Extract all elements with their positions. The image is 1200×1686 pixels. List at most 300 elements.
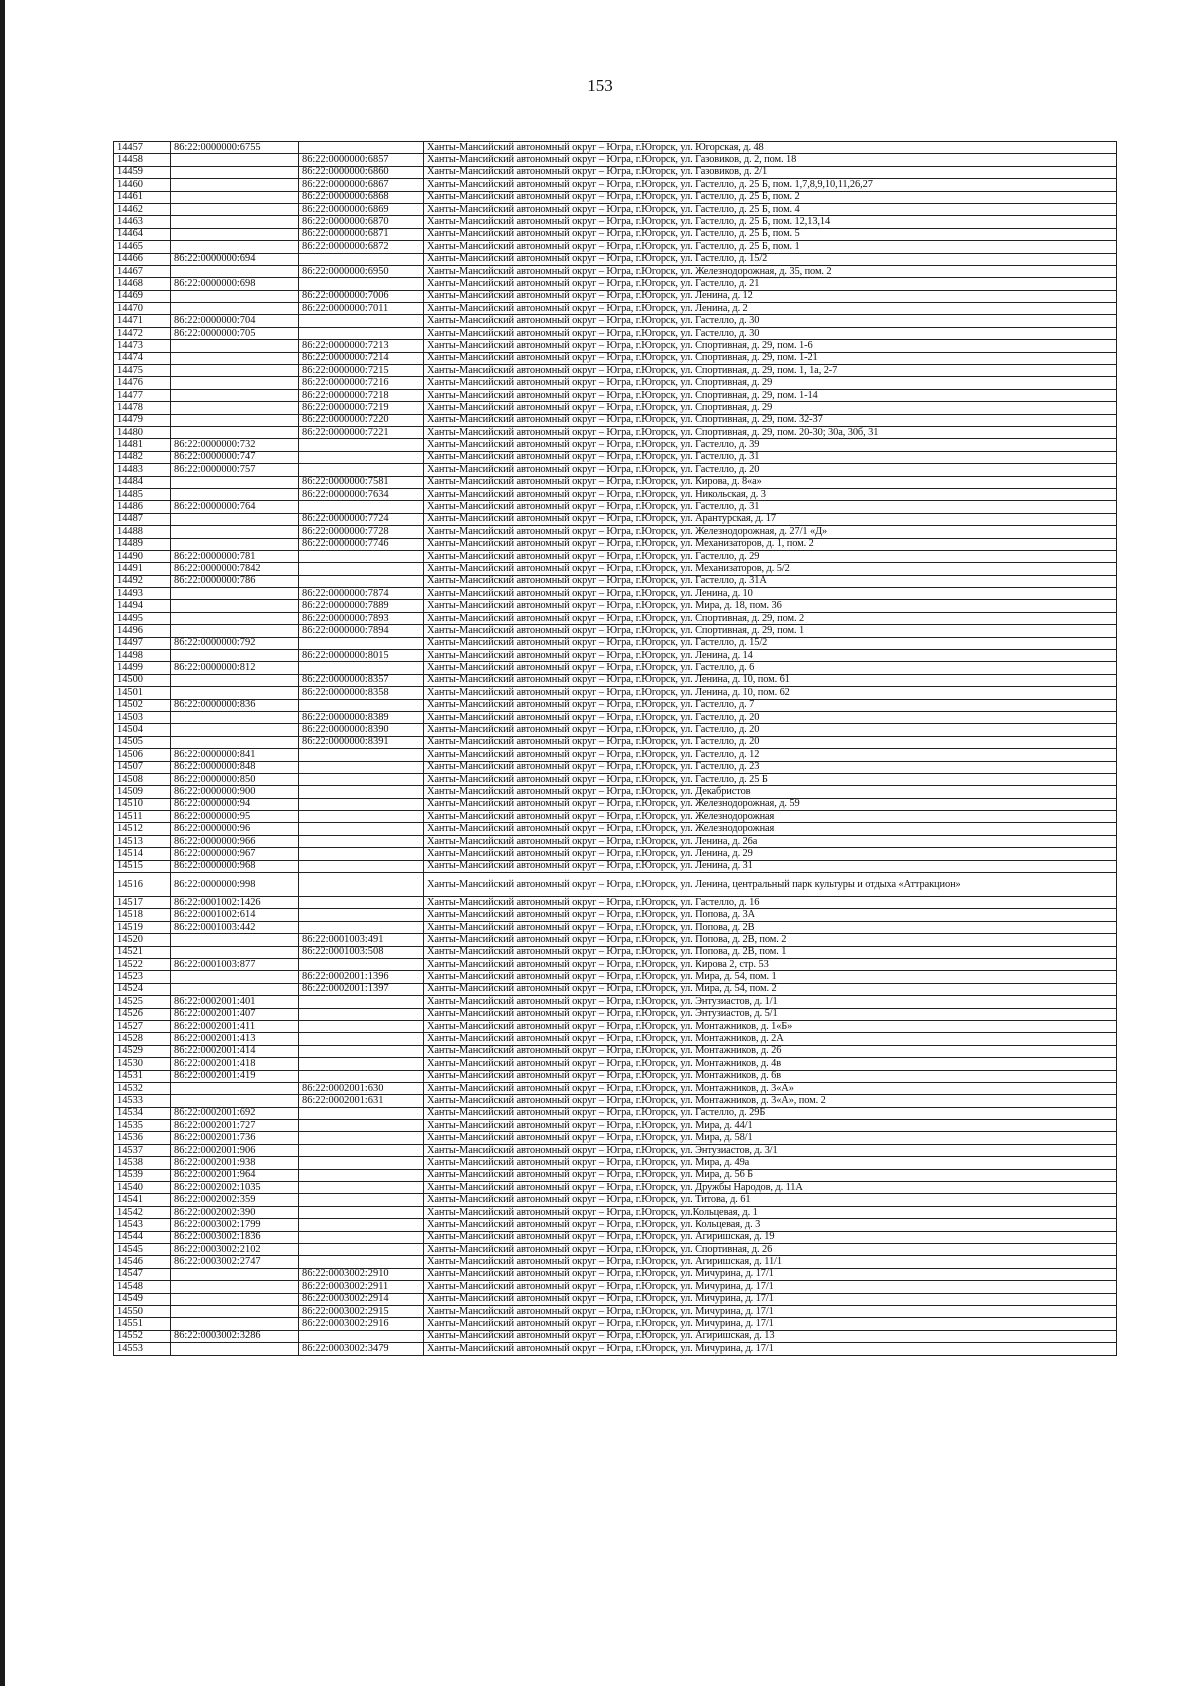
cadastral-number-object-cell xyxy=(171,538,299,550)
cadastral-number-premises-cell: 86:22:0000000:6870 xyxy=(299,216,424,228)
table-row xyxy=(114,488,1117,500)
table-row xyxy=(114,1082,1117,1094)
row-number-cell: 14538 xyxy=(114,1157,171,1169)
row-number-cell: 14519 xyxy=(114,921,171,933)
row-number-cell: 14480 xyxy=(114,426,171,438)
row-number-cell: 14520 xyxy=(114,934,171,946)
address-cell: Ханты-Мансийский автономный округ – Югра, г.Югорск, ул.Кольцевая, д. 1 xyxy=(424,1206,1117,1218)
table-row xyxy=(114,327,1117,339)
row-number-cell: 14521 xyxy=(114,946,171,958)
cadastral-number-premises-cell xyxy=(299,1020,424,1032)
address-cell: Ханты-Мансийский автономный округ – Югра, г.Югорск, ул. Арантурская, д. 17 xyxy=(424,513,1117,525)
row-number-cell: 14474 xyxy=(114,352,171,364)
row-number-cell: 14482 xyxy=(114,451,171,463)
table-row xyxy=(114,1144,1117,1156)
address-cell: Ханты-Мансийский автономный округ – Югра, г.Югорск, ул. Монтажников, д. 3«А», пом. 2 xyxy=(424,1095,1117,1107)
row-number-cell: 14500 xyxy=(114,674,171,686)
cadastral-number-object-cell: 86:22:0000000:792 xyxy=(171,637,299,649)
address-cell: Ханты-Мансийский автономный округ – Югра, г.Югорск, ул. Спортивная, д. 29 xyxy=(424,377,1117,389)
table-body xyxy=(114,142,1117,1356)
cadastral-number-premises-cell: 86:22:0000000:7889 xyxy=(299,600,424,612)
address-cell: Ханты-Мансийский автономный округ – Югра, г.Югорск, ул. Газовиков, д. 2/1 xyxy=(424,166,1117,178)
address-cell: Ханты-Мансийский автономный округ – Югра, г.Югорск, ул. Монтажников, д. 3«А» xyxy=(424,1082,1117,1094)
cadastral-number-object-cell: 86:22:0000000:966 xyxy=(171,835,299,847)
cadastral-number-object-cell xyxy=(171,934,299,946)
row-number-cell: 14510 xyxy=(114,798,171,810)
cadastral-number-premises-cell xyxy=(299,773,424,785)
cadastral-number-object-cell xyxy=(171,971,299,983)
row-number-cell: 14542 xyxy=(114,1206,171,1218)
table-row xyxy=(114,154,1117,166)
address-cell: Ханты-Мансийский автономный округ – Югра, г.Югорск, ул. Монтажников, д. 1«Б» xyxy=(424,1020,1117,1032)
row-number-cell: 14530 xyxy=(114,1058,171,1070)
cadastral-number-object-cell: 86:22:0000000:704 xyxy=(171,315,299,327)
table-row xyxy=(114,761,1117,773)
table-row xyxy=(114,253,1117,265)
row-number-cell: 14462 xyxy=(114,203,171,215)
table-row xyxy=(114,1169,1117,1181)
cadastral-number-object-cell: 86:22:0002001:906 xyxy=(171,1144,299,1156)
row-number-cell: 14548 xyxy=(114,1281,171,1293)
row-number-cell: 14503 xyxy=(114,711,171,723)
cadastral-number-premises-cell: 86:22:0000000:8357 xyxy=(299,674,424,686)
address-cell: Ханты-Мансийский автономный округ – Югра, г.Югорск, ул. Монтажников, д. 2А xyxy=(424,1033,1117,1045)
table-row xyxy=(114,823,1117,835)
row-number-cell: 14551 xyxy=(114,1318,171,1330)
row-number-cell: 14536 xyxy=(114,1132,171,1144)
row-number-cell: 14502 xyxy=(114,699,171,711)
cadastral-number-object-cell: 86:22:0000000:998 xyxy=(171,873,299,897)
table-row xyxy=(114,1243,1117,1255)
cadastral-number-object-cell: 86:22:0003002:3286 xyxy=(171,1330,299,1342)
cadastral-number-premises-cell xyxy=(299,699,424,711)
cadastral-number-premises-cell xyxy=(299,327,424,339)
cadastral-number-premises-cell xyxy=(299,253,424,265)
address-cell: Ханты-Мансийский автономный округ – Югра, г.Югорск, ул. Мира, д. 54, пом. 1 xyxy=(424,971,1117,983)
address-cell: Ханты-Мансийский автономный округ – Югра, г.Югорск, ул. Железнодорожная, д. 35, пом. 2 xyxy=(424,265,1117,277)
row-number-cell: 14464 xyxy=(114,228,171,240)
table-row xyxy=(114,983,1117,995)
cadastral-number-object-cell: 86:22:0000000:786 xyxy=(171,575,299,587)
cadastral-number-object-cell xyxy=(171,476,299,488)
address-cell: Ханты-Мансийский автономный округ – Югра, г.Югорск, ул. Спортивная, д. 29, пом. 1-14 xyxy=(424,389,1117,401)
address-cell: Ханты-Мансийский автономный округ – Югра, г.Югорск, ул. Гастелло, д. 25 Б xyxy=(424,773,1117,785)
table-row xyxy=(114,303,1117,315)
table-row xyxy=(114,1330,1117,1342)
table-row xyxy=(114,1231,1117,1243)
cadastral-number-premises-cell: 86:22:0003002:2914 xyxy=(299,1293,424,1305)
row-number-cell: 14539 xyxy=(114,1169,171,1181)
cadastral-number-premises-cell: 86:22:0000000:8390 xyxy=(299,724,424,736)
cadastral-number-object-cell: 86:22:0000000:698 xyxy=(171,278,299,290)
cadastral-number-object-cell xyxy=(171,377,299,389)
cadastral-number-premises-cell: 86:22:0000000:7221 xyxy=(299,426,424,438)
cadastral-number-premises-cell xyxy=(299,1330,424,1342)
address-cell: Ханты-Мансийский автономный округ – Югра, г.Югорск, ул. Механизаторов, д. 1, пом. 2 xyxy=(424,538,1117,550)
address-cell: Ханты-Мансийский автономный округ – Югра, г.Югорск, ул. Ленина, д. 10, пом. 62 xyxy=(424,687,1117,699)
table-row xyxy=(114,1206,1117,1218)
row-number-cell: 14483 xyxy=(114,464,171,476)
cadastral-number-object-cell: 86:22:0000000:781 xyxy=(171,550,299,562)
cadastral-number-premises-cell xyxy=(299,142,424,154)
cadastral-number-object-cell: 86:22:0000000:812 xyxy=(171,662,299,674)
address-cell: Ханты-Мансийский автономный округ – Югра, г.Югорск, ул. Железнодорожная, д. 59 xyxy=(424,798,1117,810)
table-row xyxy=(114,687,1117,699)
address-cell: Ханты-Мансийский автономный округ – Югра, г.Югорск, ул. Спортивная, д. 29 xyxy=(424,402,1117,414)
address-cell: Ханты-Мансийский автономный округ – Югра, г.Югорск, ул. Мичурина, д. 17/1 xyxy=(424,1343,1117,1355)
cadastral-number-premises-cell xyxy=(299,501,424,513)
row-number-cell: 14506 xyxy=(114,749,171,761)
address-cell: Ханты-Мансийский автономный округ – Югра, г.Югорск, ул. Югорская, д. 48 xyxy=(424,142,1117,154)
address-cell: Ханты-Мансийский автономный округ – Югра, г.Югорск, ул. Энтузиастов, д. 1/1 xyxy=(424,996,1117,1008)
table-row xyxy=(114,377,1117,389)
row-number-cell: 14537 xyxy=(114,1144,171,1156)
cadastral-number-premises-cell xyxy=(299,848,424,860)
cadastral-number-premises-cell: 86:22:0000000:8358 xyxy=(299,687,424,699)
table-row xyxy=(114,773,1117,785)
table-row xyxy=(114,860,1117,872)
row-number-cell: 14493 xyxy=(114,588,171,600)
cadastral-number-premises-cell: 86:22:0002001:1397 xyxy=(299,983,424,995)
address-cell: Ханты-Мансийский автономный округ – Югра, г.Югорск, ул. Ленина, д. 31 xyxy=(424,860,1117,872)
row-number-cell: 14485 xyxy=(114,488,171,500)
cadastral-number-object-cell xyxy=(171,724,299,736)
address-cell: Ханты-Мансийский автономный округ – Югра, г.Югорск, ул. Монтажников, д. 4в xyxy=(424,1058,1117,1070)
cadastral-number-object-cell xyxy=(171,414,299,426)
cadastral-number-object-cell xyxy=(171,736,299,748)
address-cell: Ханты-Мансийский автономный округ – Югра, г.Югорск, ул. Энтузиастов, д. 5/1 xyxy=(424,1008,1117,1020)
address-cell: Ханты-Мансийский автономный округ – Югра, г.Югорск, ул. Гастелло, д. 31 xyxy=(424,501,1117,513)
address-cell: Ханты-Мансийский автономный округ – Югра, г.Югорск, ул. Мира, д. 44/1 xyxy=(424,1120,1117,1132)
cadastral-number-premises-cell: 86:22:0000000:6872 xyxy=(299,241,424,253)
address-cell: Ханты-Мансийский автономный округ – Югра, г.Югорск, ул. Гастелло, д. 31 xyxy=(424,451,1117,463)
address-cell: Ханты-Мансийский автономный округ – Югра, г.Югорск, ул. Гастелло, д. 29 xyxy=(424,550,1117,562)
cadastral-number-object-cell: 86:22:0000000:848 xyxy=(171,761,299,773)
row-number-cell: 14481 xyxy=(114,439,171,451)
table-row xyxy=(114,1293,1117,1305)
address-cell: Ханты-Мансийский автономный округ – Югра, г.Югорск, ул. Гастелло, д. 25 Б, пом. 1,7,8,9,10,11,26,27 xyxy=(424,179,1117,191)
cadastral-number-object-cell: 86:22:0002001:938 xyxy=(171,1157,299,1169)
cadastral-number-object-cell xyxy=(171,1343,299,1355)
address-cell: Ханты-Мансийский автономный округ – Югра, г.Югорск, ул. Гастелло, д. 25 Б, пом. 12,13,14 xyxy=(424,216,1117,228)
table-row xyxy=(114,513,1117,525)
row-number-cell: 14488 xyxy=(114,526,171,538)
address-cell: Ханты-Мансийский автономный округ – Югра, г.Югорск, ул. Попова, д. 2В, пом. 1 xyxy=(424,946,1117,958)
address-cell: Ханты-Мансийский автономный округ – Югра, г.Югорск, ул. Ленина, д. 2 xyxy=(424,303,1117,315)
cadastral-number-object-cell: 86:22:0000000:705 xyxy=(171,327,299,339)
address-cell: Ханты-Мансийский автономный округ – Югра, г.Югорск, ул. Ленина, д. 10 xyxy=(424,588,1117,600)
cadastral-number-object-cell: 86:22:0002001:407 xyxy=(171,1008,299,1020)
address-cell: Ханты-Мансийский автономный округ – Югра, г.Югорск, ул. Гастелло, д. 31А xyxy=(424,575,1117,587)
cadastral-number-premises-cell xyxy=(299,909,424,921)
cadastral-number-object-cell: 86:22:0000000:850 xyxy=(171,773,299,785)
row-number-cell: 14524 xyxy=(114,983,171,995)
cadastral-number-premises-cell: 86:22:0002001:630 xyxy=(299,1082,424,1094)
cadastral-number-premises-cell xyxy=(299,835,424,847)
row-number-cell: 14505 xyxy=(114,736,171,748)
cadastral-number-object-cell: 86:22:0000000:732 xyxy=(171,439,299,451)
address-cell: Ханты-Мансийский автономный округ – Югра, г.Югорск, ул. Агиришская, д. 11/1 xyxy=(424,1256,1117,1268)
cadastral-number-object-cell xyxy=(171,166,299,178)
cadastral-number-premises-cell xyxy=(299,662,424,674)
cadastral-number-object-cell xyxy=(171,1293,299,1305)
address-cell: Ханты-Мансийский автономный округ – Югра, г.Югорск, ул. Дружбы Народов, д. 11А xyxy=(424,1182,1117,1194)
table-row xyxy=(114,1318,1117,1330)
table-row xyxy=(114,1058,1117,1070)
cadastral-number-premises-cell xyxy=(299,1058,424,1070)
row-number-cell: 14478 xyxy=(114,402,171,414)
cadastral-number-object-cell xyxy=(171,241,299,253)
cadastral-number-premises-cell: 86:22:0000000:6871 xyxy=(299,228,424,240)
cadastral-number-object-cell xyxy=(171,389,299,401)
cadastral-number-object-cell: 86:22:0001003:442 xyxy=(171,921,299,933)
table-row xyxy=(114,439,1117,451)
cadastral-number-premises-cell: 86:22:0001003:491 xyxy=(299,934,424,946)
row-number-cell: 14460 xyxy=(114,179,171,191)
address-cell: Ханты-Мансийский автономный округ – Югра, г.Югорск, ул. Ленина, д. 14 xyxy=(424,650,1117,662)
row-number-cell: 14501 xyxy=(114,687,171,699)
row-number-cell: 14475 xyxy=(114,365,171,377)
address-cell: Ханты-Мансийский автономный округ – Югра, г.Югорск, ул. Мира, д. 49а xyxy=(424,1157,1117,1169)
table-row xyxy=(114,402,1117,414)
cadastral-number-premises-cell xyxy=(299,563,424,575)
cadastral-number-object-cell: 86:22:0000000:7842 xyxy=(171,563,299,575)
table-row xyxy=(114,835,1117,847)
address-cell: Ханты-Мансийский автономный округ – Югра, г.Югорск, ул. Монтажников, д. 6в xyxy=(424,1070,1117,1082)
cadastral-number-premises-cell xyxy=(299,451,424,463)
table-row xyxy=(114,352,1117,364)
table-row xyxy=(114,749,1117,761)
cadastral-number-object-cell: 86:22:0002001:411 xyxy=(171,1020,299,1032)
address-cell: Ханты-Мансийский автономный округ – Югра, г.Югорск, ул. Мира, д. 18, пом. 36 xyxy=(424,600,1117,612)
address-cell: Ханты-Мансийский автономный округ – Югра, г.Югорск, ул. Гастелло, д. 16 xyxy=(424,897,1117,909)
row-number-cell: 14549 xyxy=(114,1293,171,1305)
address-cell: Ханты-Мансийский автономный округ – Югра, г.Югорск, ул. Гастелло, д. 20 xyxy=(424,724,1117,736)
cadastral-number-object-cell: 86:22:0000000:900 xyxy=(171,786,299,798)
row-number-cell: 14492 xyxy=(114,575,171,587)
cadastral-number-object-cell xyxy=(171,216,299,228)
table-row xyxy=(114,464,1117,476)
address-cell: Ханты-Мансийский автономный округ – Югра, г.Югорск, ул. Спортивная, д. 26 xyxy=(424,1243,1117,1255)
cadastral-number-object-cell: 86:22:0003002:2102 xyxy=(171,1243,299,1255)
address-cell: Ханты-Мансийский автономный округ – Югра, г.Югорск, ул. Железнодорожная xyxy=(424,823,1117,835)
row-number-cell: 14525 xyxy=(114,996,171,1008)
cadastral-number-object-cell xyxy=(171,426,299,438)
cadastral-number-object-cell xyxy=(171,588,299,600)
cadastral-number-premises-cell xyxy=(299,811,424,823)
cadastral-number-premises-cell: 86:22:0002001:1396 xyxy=(299,971,424,983)
address-cell: Ханты-Мансийский автономный округ – Югра, г.Югорск, ул. Мичурина, д. 17/1 xyxy=(424,1318,1117,1330)
table-row xyxy=(114,848,1117,860)
cadastral-number-object-cell: 86:22:0000000:967 xyxy=(171,848,299,860)
cadastral-number-object-cell: 86:22:0000000:96 xyxy=(171,823,299,835)
table-row xyxy=(114,1157,1117,1169)
cadastral-number-premises-cell xyxy=(299,873,424,897)
address-cell: Ханты-Мансийский автономный округ – Югра, г.Югорск, ул. Спортивная, д. 29, пом. 1 xyxy=(424,625,1117,637)
table-row xyxy=(114,501,1117,513)
row-number-cell: 14552 xyxy=(114,1330,171,1342)
row-number-cell: 14473 xyxy=(114,340,171,352)
cadastral-number-premises-cell: 86:22:0000000:6860 xyxy=(299,166,424,178)
row-number-cell: 14545 xyxy=(114,1243,171,1255)
cadastral-number-premises-cell xyxy=(299,1144,424,1156)
cadastral-number-object-cell: 86:22:0000000:94 xyxy=(171,798,299,810)
row-number-cell: 14477 xyxy=(114,389,171,401)
address-cell: Ханты-Мансийский автономный округ – Югра, г.Югорск, ул. Гастелло, д. 25 Б, пом. 1 xyxy=(424,241,1117,253)
cadastral-number-object-cell xyxy=(171,228,299,240)
row-number-cell: 14546 xyxy=(114,1256,171,1268)
row-number-cell: 14518 xyxy=(114,909,171,921)
address-cell: Ханты-Мансийский автономный округ – Югра, г.Югорск, ул. Спортивная, д. 29, пом. 2 xyxy=(424,612,1117,624)
address-cell: Ханты-Мансийский автономный округ – Югра, г.Югорск, ул. Газовиков, д. 2, пом. 18 xyxy=(424,154,1117,166)
table-row xyxy=(114,563,1117,575)
table-row xyxy=(114,625,1117,637)
table-row xyxy=(114,575,1117,587)
address-cell: Ханты-Мансийский автономный округ – Югра, г.Югорск, ул. Гастелло, д. 23 xyxy=(424,761,1117,773)
table-row xyxy=(114,340,1117,352)
cadastral-number-premises-cell: 86:22:0001003:508 xyxy=(299,946,424,958)
cadastral-number-premises-cell xyxy=(299,1033,424,1045)
table-row xyxy=(114,724,1117,736)
cadastral-number-premises-cell xyxy=(299,1070,424,1082)
row-number-cell: 14470 xyxy=(114,303,171,315)
cadastral-number-premises-cell: 86:22:0000000:7006 xyxy=(299,290,424,302)
cadastral-number-object-cell xyxy=(171,625,299,637)
table-row xyxy=(114,203,1117,215)
row-number-cell: 14457 xyxy=(114,142,171,154)
cadastral-number-object-cell: 86:22:0002001:964 xyxy=(171,1169,299,1181)
row-number-cell: 14528 xyxy=(114,1033,171,1045)
cadastral-number-premises-cell xyxy=(299,921,424,933)
row-number-cell: 14511 xyxy=(114,811,171,823)
cadastral-number-object-cell xyxy=(171,340,299,352)
cadastral-number-object-cell: 86:22:0001002:614 xyxy=(171,909,299,921)
table-row xyxy=(114,228,1117,240)
table-row xyxy=(114,1033,1117,1045)
row-number-cell: 14476 xyxy=(114,377,171,389)
row-number-cell: 14522 xyxy=(114,959,171,971)
cadastral-number-premises-cell xyxy=(299,996,424,1008)
address-cell: Ханты-Мансийский автономный округ – Югра, г.Югорск, ул. Никольская, д. 3 xyxy=(424,488,1117,500)
cadastral-number-object-cell: 86:22:0000000:968 xyxy=(171,860,299,872)
table-row xyxy=(114,811,1117,823)
address-cell: Ханты-Мансийский автономный округ – Югра, г.Югорск, ул. Мира, д. 54, пом. 2 xyxy=(424,983,1117,995)
cadastral-number-premises-cell: 86:22:0000000:6868 xyxy=(299,191,424,203)
cadastral-number-object-cell: 86:22:0000000:747 xyxy=(171,451,299,463)
row-number-cell: 14498 xyxy=(114,650,171,662)
cadastral-number-premises-cell: 86:22:0000000:7874 xyxy=(299,588,424,600)
cadastral-number-object-cell xyxy=(171,983,299,995)
row-number-cell: 14541 xyxy=(114,1194,171,1206)
cadastral-number-object-cell xyxy=(171,1082,299,1094)
address-cell: Ханты-Мансийский автономный округ – Югра, г.Югорск, ул. Спортивная, д. 29, пом. 1-21 xyxy=(424,352,1117,364)
cadastral-number-object-cell: 86:22:0001002:1426 xyxy=(171,897,299,909)
cadastral-number-object-cell xyxy=(171,687,299,699)
table-row xyxy=(114,476,1117,488)
cadastral-number-premises-cell xyxy=(299,798,424,810)
table-row xyxy=(114,216,1117,228)
cadastral-number-premises-cell: 86:22:0003002:2916 xyxy=(299,1318,424,1330)
table-row xyxy=(114,873,1117,897)
row-number-cell: 14550 xyxy=(114,1305,171,1317)
table-row xyxy=(114,699,1117,711)
row-number-cell: 14523 xyxy=(114,971,171,983)
cadastral-number-premises-cell xyxy=(299,860,424,872)
cadastral-number-premises-cell xyxy=(299,1256,424,1268)
row-number-cell: 14547 xyxy=(114,1268,171,1280)
row-number-cell: 14491 xyxy=(114,563,171,575)
cadastral-number-object-cell xyxy=(171,179,299,191)
cadastral-number-premises-cell xyxy=(299,1107,424,1119)
cadastral-number-premises-cell xyxy=(299,575,424,587)
row-number-cell: 14508 xyxy=(114,773,171,785)
cadastral-number-premises-cell xyxy=(299,1194,424,1206)
table-row xyxy=(114,909,1117,921)
page-number: 153 xyxy=(587,76,613,95)
cadastral-number-premises-cell: 86:22:0000000:7219 xyxy=(299,402,424,414)
address-cell: Ханты-Мансийский автономный округ – Югра, г.Югорск, ул. Ленина, д. 10, пом. 61 xyxy=(424,674,1117,686)
row-number-cell: 14472 xyxy=(114,327,171,339)
scan-left-edge xyxy=(0,0,5,1686)
row-number-cell: 14534 xyxy=(114,1107,171,1119)
address-cell: Ханты-Мансийский автономный округ – Югра, г.Югорск, ул. Ленина, д. 29 xyxy=(424,848,1117,860)
row-number-cell: 14468 xyxy=(114,278,171,290)
table-row xyxy=(114,1008,1117,1020)
cadastral-number-premises-cell: 86:22:0000000:7220 xyxy=(299,414,424,426)
cadastral-number-object-cell xyxy=(171,711,299,723)
table-row xyxy=(114,1194,1117,1206)
address-cell: Ханты-Мансийский автономный округ – Югра, г.Югорск, ул. Ленина, центральный парк культуры и отдыха «Аттракцион» xyxy=(424,873,1117,897)
table-row xyxy=(114,1045,1117,1057)
cadastral-number-premises-cell: 86:22:0000000:6867 xyxy=(299,179,424,191)
table-row xyxy=(114,265,1117,277)
row-number-cell: 14509 xyxy=(114,786,171,798)
address-cell: Ханты-Мансийский автономный округ – Югра, г.Югорск, ул. Гастелло, д. 25 Б, пом. 4 xyxy=(424,203,1117,215)
row-number-cell: 14516 xyxy=(114,873,171,897)
address-cell: Ханты-Мансийский автономный округ – Югра, г.Югорск, ул. Гастелло, д. 39 xyxy=(424,439,1117,451)
row-number-cell: 14461 xyxy=(114,191,171,203)
row-number-cell: 14540 xyxy=(114,1182,171,1194)
table-row xyxy=(114,736,1117,748)
table-row xyxy=(114,1219,1117,1231)
cadastral-number-object-cell xyxy=(171,600,299,612)
cadastral-number-object-cell: 86:22:0002001:727 xyxy=(171,1120,299,1132)
cadastral-number-premises-cell xyxy=(299,1045,424,1057)
cadastral-number-object-cell xyxy=(171,513,299,525)
row-number-cell: 14507 xyxy=(114,761,171,773)
table-row xyxy=(114,897,1117,909)
row-number-cell: 14544 xyxy=(114,1231,171,1243)
row-number-cell: 14466 xyxy=(114,253,171,265)
table-row xyxy=(114,637,1117,649)
cadastral-number-premises-cell: 86:22:0000000:7746 xyxy=(299,538,424,550)
address-cell: Ханты-Мансийский автономный округ – Югра, г.Югорск, ул. Гастелло, д. 6 xyxy=(424,662,1117,674)
address-cell: Ханты-Мансийский автономный округ – Югра, г.Югорск, ул. Гастелло, д. 25 Б, пом. 5 xyxy=(424,228,1117,240)
table-row xyxy=(114,1132,1117,1144)
cadastral-number-premises-cell xyxy=(299,786,424,798)
row-number-cell: 14531 xyxy=(114,1070,171,1082)
table-row xyxy=(114,389,1117,401)
row-number-cell: 14479 xyxy=(114,414,171,426)
table-row xyxy=(114,142,1117,154)
cadastral-number-premises-cell: 86:22:0000000:7215 xyxy=(299,365,424,377)
table-row xyxy=(114,191,1117,203)
cadastral-number-premises-cell xyxy=(299,1231,424,1243)
cadastral-number-object-cell xyxy=(171,402,299,414)
cadastral-number-object-cell xyxy=(171,154,299,166)
cadastral-number-object-cell xyxy=(171,612,299,624)
cadastral-number-premises-cell xyxy=(299,278,424,290)
